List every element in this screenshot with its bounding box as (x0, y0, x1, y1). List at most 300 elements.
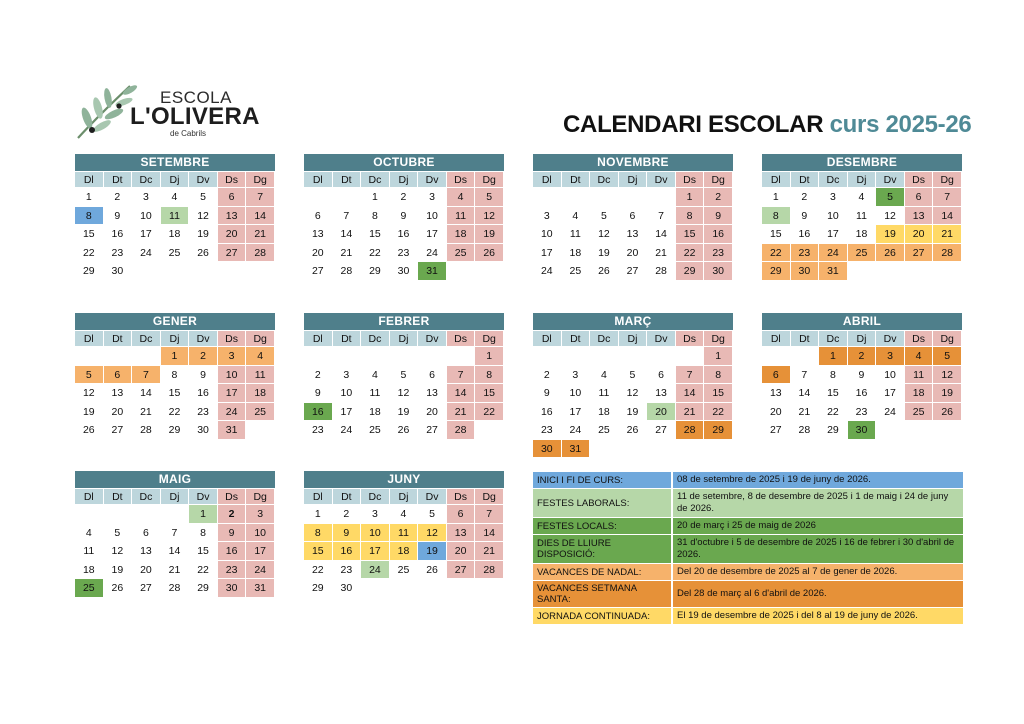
day-cell: 7 (676, 365, 705, 384)
day-cell: 21 (447, 402, 476, 421)
day-cell: 9 (218, 523, 247, 542)
day-cell: 20 (132, 560, 161, 579)
day-cell: 21 (333, 243, 362, 262)
day-cell: 25 (75, 578, 104, 597)
day-cell: 27 (762, 420, 791, 439)
legend-key: JORNADA CONTINUADA: (533, 608, 673, 624)
empty-cell (161, 504, 190, 523)
day-cell: 24 (819, 243, 848, 262)
day-cell: 24 (132, 243, 161, 262)
day-cell: 19 (876, 224, 905, 243)
day-cell: 18 (905, 383, 934, 402)
day-cell: 30 (218, 578, 247, 597)
month-grid (304, 488, 504, 597)
day-cell: 25 (848, 243, 877, 262)
day-cell: 8 (304, 523, 333, 542)
day-cell: 9 (189, 365, 218, 384)
day-cell: 25 (361, 420, 390, 439)
empty-cell (590, 346, 619, 365)
day-cell: 1 (161, 346, 190, 365)
month-header: MAIG (75, 471, 275, 488)
day-cell: 3 (218, 346, 247, 365)
day-cell: 31 (819, 261, 848, 280)
month-header: SETEMBRE (75, 154, 275, 171)
day-cell: 10 (218, 365, 247, 384)
day-cell: 29 (304, 578, 333, 597)
month-juny (304, 471, 504, 597)
day-cell: 23 (304, 420, 333, 439)
day-cell: 16 (704, 224, 733, 243)
day-cell: 23 (791, 243, 820, 262)
day-cell: 8 (819, 365, 848, 384)
day-cell: 13 (762, 383, 791, 402)
weekday-label: Dg (933, 330, 962, 346)
day-cell: 1 (361, 187, 390, 206)
weekday-label: Ds (905, 171, 934, 187)
day-cell: 3 (418, 187, 447, 206)
day-cell: 31 (246, 578, 275, 597)
day-cell: 13 (619, 224, 648, 243)
day-cell: 15 (762, 224, 791, 243)
weekday-label: Dg (933, 171, 962, 187)
legend-key: FESTES LOCALS: (533, 518, 673, 534)
day-cell: 2 (189, 346, 218, 365)
day-cell: 17 (562, 402, 591, 421)
month-header: ABRIL (762, 313, 962, 330)
day-cell: 27 (447, 560, 476, 579)
day-cell: 17 (361, 541, 390, 560)
day-cell: 3 (132, 187, 161, 206)
day-cell: 15 (704, 383, 733, 402)
day-cell: 6 (132, 523, 161, 542)
day-cell: 19 (418, 541, 447, 560)
day-cell: 10 (562, 383, 591, 402)
legend-key: INICI I FI DE CURS: (533, 472, 673, 488)
day-cell: 2 (333, 504, 362, 523)
day-cell: 28 (676, 420, 705, 439)
day-cell: 25 (246, 402, 275, 421)
weekday-label: Ds (447, 488, 476, 504)
day-cell: 9 (848, 365, 877, 384)
month-marc (533, 313, 733, 457)
title-main: CALENDARI ESCOLAR (563, 111, 824, 138)
weekday-label: Dg (475, 330, 504, 346)
day-cell: 21 (647, 243, 676, 262)
empty-cell (619, 187, 648, 206)
day-cell: 8 (676, 206, 705, 225)
weekday-label: Dc (590, 330, 619, 346)
day-cell: 11 (447, 206, 476, 225)
day-cell: 19 (475, 224, 504, 243)
day-cell: 17 (876, 383, 905, 402)
day-cell: 17 (246, 541, 275, 560)
day-cell: 20 (447, 541, 476, 560)
legend-value: 08 de setembre de 2025 i 19 de juny de 2026. (677, 474, 871, 485)
day-cell: 24 (876, 402, 905, 421)
day-cell: 28 (647, 261, 676, 280)
month-maig (75, 471, 275, 597)
empty-cell (647, 346, 676, 365)
day-cell: 21 (475, 541, 504, 560)
day-cell: 26 (475, 243, 504, 262)
day-cell: 4 (75, 523, 104, 542)
day-cell: 29 (704, 420, 733, 439)
day-cell: 17 (132, 224, 161, 243)
weekday-label: Dt (333, 330, 362, 346)
empty-cell (562, 187, 591, 206)
weekday-label: Dc (819, 171, 848, 187)
day-cell: 6 (905, 187, 934, 206)
day-cell: 11 (562, 224, 591, 243)
empty-cell (132, 346, 161, 365)
day-cell: 19 (75, 402, 104, 421)
day-cell: 1 (475, 346, 504, 365)
day-cell: 26 (390, 420, 419, 439)
day-cell: 2 (390, 187, 419, 206)
empty-cell (533, 187, 562, 206)
day-cell: 16 (333, 541, 362, 560)
day-cell: 23 (704, 243, 733, 262)
weekday-label: Dj (390, 330, 419, 346)
day-cell: 10 (333, 383, 362, 402)
day-cell: 3 (876, 346, 905, 365)
day-cell: 4 (905, 346, 934, 365)
day-cell: 2 (104, 187, 133, 206)
day-cell: 16 (848, 383, 877, 402)
weekday-label: Dl (304, 330, 333, 346)
day-cell: 5 (619, 365, 648, 384)
weekday-label: Dj (848, 171, 877, 187)
month-grid (304, 330, 504, 439)
empty-cell (333, 187, 362, 206)
day-cell: 16 (189, 383, 218, 402)
day-cell: 9 (333, 523, 362, 542)
day-cell: 20 (647, 402, 676, 421)
weekday-label: Dt (562, 330, 591, 346)
day-cell: 8 (75, 206, 104, 225)
day-cell: 4 (447, 187, 476, 206)
day-cell: 21 (132, 402, 161, 421)
weekday-label: Dl (533, 171, 562, 187)
school-logo (72, 78, 262, 142)
day-cell: 16 (104, 224, 133, 243)
day-cell: 30 (390, 261, 419, 280)
day-cell: 19 (933, 383, 962, 402)
day-cell: 9 (791, 206, 820, 225)
legend-row (533, 517, 963, 534)
day-cell: 14 (676, 383, 705, 402)
day-cell: 30 (533, 439, 562, 458)
day-cell: 29 (161, 420, 190, 439)
day-cell: 31 (562, 439, 591, 458)
weekday-label: Ds (905, 330, 934, 346)
day-cell: 5 (590, 206, 619, 225)
empty-cell (590, 187, 619, 206)
day-cell: 7 (647, 206, 676, 225)
day-cell: 6 (418, 365, 447, 384)
day-cell: 21 (676, 402, 705, 421)
day-cell: 12 (590, 224, 619, 243)
weekday-label: Dt (333, 488, 362, 504)
day-cell: 2 (533, 365, 562, 384)
day-cell: 4 (848, 187, 877, 206)
day-cell: 12 (418, 523, 447, 542)
month-grid (762, 330, 962, 439)
empty-cell (104, 504, 133, 523)
day-cell: 27 (218, 243, 247, 262)
weekday-label: Dc (132, 171, 161, 187)
day-cell: 13 (304, 224, 333, 243)
weekday-label: Dv (189, 488, 218, 504)
day-cell: 22 (189, 560, 218, 579)
empty-cell (447, 346, 476, 365)
month-desembre (762, 154, 962, 280)
day-cell: 9 (704, 206, 733, 225)
day-cell: 7 (161, 523, 190, 542)
legend-value: Del 28 de març al 6 d'abril de 2026. (677, 588, 827, 599)
legend-row (533, 488, 963, 517)
day-cell: 25 (590, 420, 619, 439)
day-cell: 29 (189, 578, 218, 597)
empty-cell (361, 346, 390, 365)
day-cell: 2 (704, 187, 733, 206)
day-cell: 19 (104, 560, 133, 579)
day-cell: 1 (189, 504, 218, 523)
weekday-label: Dl (762, 171, 791, 187)
day-cell: 12 (933, 365, 962, 384)
day-cell: 3 (361, 504, 390, 523)
day-cell: 6 (619, 206, 648, 225)
day-cell: 23 (848, 402, 877, 421)
weekday-label: Dv (189, 330, 218, 346)
day-cell: 27 (418, 420, 447, 439)
day-cell: 25 (447, 243, 476, 262)
day-cell: 29 (819, 420, 848, 439)
day-cell: 27 (619, 261, 648, 280)
day-cell: 24 (361, 560, 390, 579)
day-cell: 8 (475, 365, 504, 384)
day-cell: 12 (475, 206, 504, 225)
weekday-label: Dj (619, 330, 648, 346)
day-cell: 14 (475, 523, 504, 542)
day-cell: 17 (533, 243, 562, 262)
weekday-label: Dj (848, 330, 877, 346)
day-cell: 16 (218, 541, 247, 560)
month-grid (75, 488, 275, 597)
day-cell: 4 (590, 365, 619, 384)
legend-row (533, 580, 963, 607)
day-cell: 24 (418, 243, 447, 262)
day-cell: 30 (791, 261, 820, 280)
legend-value: El 19 de desembre de 2025 i del 8 al 19 de juny de 2026. (677, 610, 918, 621)
day-cell: 3 (333, 365, 362, 384)
day-cell: 22 (161, 402, 190, 421)
day-cell: 2 (848, 346, 877, 365)
month-header: MARÇ (533, 313, 733, 330)
empty-cell (75, 504, 104, 523)
weekday-label: Dc (132, 330, 161, 346)
day-cell: 14 (447, 383, 476, 402)
day-cell: 21 (791, 402, 820, 421)
weekday-label: Dt (562, 171, 591, 187)
day-cell: 15 (161, 383, 190, 402)
day-cell: 28 (933, 243, 962, 262)
day-cell: 28 (132, 420, 161, 439)
day-cell: 6 (762, 365, 791, 384)
day-cell: 12 (104, 541, 133, 560)
empty-cell (791, 346, 820, 365)
legend (533, 471, 963, 624)
day-cell: 5 (876, 187, 905, 206)
day-cell: 6 (218, 187, 247, 206)
day-cell: 27 (905, 243, 934, 262)
day-cell: 27 (304, 261, 333, 280)
weekday-label: Dj (161, 488, 190, 504)
weekday-label: Dl (75, 488, 104, 504)
weekday-label: Dc (590, 171, 619, 187)
day-cell: 24 (218, 402, 247, 421)
empty-cell (676, 346, 705, 365)
empty-cell (418, 346, 447, 365)
weekday-label: Dt (333, 171, 362, 187)
day-cell: 6 (647, 365, 676, 384)
day-cell: 5 (104, 523, 133, 542)
weekday-label: Dc (819, 330, 848, 346)
empty-cell (104, 346, 133, 365)
day-cell: 6 (304, 206, 333, 225)
day-cell: 5 (933, 346, 962, 365)
day-cell: 18 (590, 402, 619, 421)
day-cell: 14 (161, 541, 190, 560)
weekday-label: Dg (246, 171, 275, 187)
weekday-label: Ds (447, 330, 476, 346)
legend-value: 11 de setembre, 8 de desembre de 2025 i 1 de maig i 24 de juny de 2026. (677, 491, 949, 514)
day-cell: 1 (304, 504, 333, 523)
day-cell: 7 (246, 187, 275, 206)
day-cell: 28 (333, 261, 362, 280)
weekday-label: Dj (161, 330, 190, 346)
day-cell: 15 (189, 541, 218, 560)
logo-escola-text: ESCOLA (160, 88, 232, 107)
page-title (563, 111, 971, 139)
day-cell: 22 (361, 243, 390, 262)
day-cell: 5 (390, 365, 419, 384)
month-header: DESEMBRE (762, 154, 962, 171)
day-cell: 18 (361, 402, 390, 421)
day-cell: 6 (447, 504, 476, 523)
weekday-label: Dt (791, 171, 820, 187)
weekday-label: Dl (304, 488, 333, 504)
day-cell: 4 (562, 206, 591, 225)
day-cell: 11 (590, 383, 619, 402)
day-cell: 15 (361, 224, 390, 243)
day-cell: 14 (933, 206, 962, 225)
day-cell: 27 (104, 420, 133, 439)
day-cell: 25 (390, 560, 419, 579)
day-cell: 7 (791, 365, 820, 384)
day-cell: 15 (819, 383, 848, 402)
month-grid (762, 171, 962, 280)
day-cell: 5 (475, 187, 504, 206)
day-cell: 3 (819, 187, 848, 206)
day-cell: 29 (676, 261, 705, 280)
legend-key: VACANCES DE NADAL: (533, 564, 673, 580)
weekday-label: Dg (246, 488, 275, 504)
day-cell: 4 (161, 187, 190, 206)
day-cell: 18 (75, 560, 104, 579)
day-cell: 31 (418, 261, 447, 280)
day-cell: 31 (218, 420, 247, 439)
month-header: OCTUBRE (304, 154, 504, 171)
weekday-label: Dg (475, 171, 504, 187)
day-cell: 4 (390, 504, 419, 523)
day-cell: 19 (189, 224, 218, 243)
month-header: NOVEMBRE (533, 154, 733, 171)
day-cell: 18 (161, 224, 190, 243)
month-abril (762, 313, 962, 439)
day-cell: 26 (189, 243, 218, 262)
weekday-label: Dj (619, 171, 648, 187)
day-cell: 7 (132, 365, 161, 384)
weekday-label: Ds (218, 488, 247, 504)
day-cell: 26 (590, 261, 619, 280)
day-cell: 25 (905, 402, 934, 421)
day-cell: 10 (361, 523, 390, 542)
empty-cell (533, 346, 562, 365)
day-cell: 22 (819, 402, 848, 421)
month-header: GENER (75, 313, 275, 330)
day-cell: 15 (676, 224, 705, 243)
day-cell: 9 (104, 206, 133, 225)
day-cell: 24 (246, 560, 275, 579)
day-cell: 12 (619, 383, 648, 402)
day-cell: 1 (75, 187, 104, 206)
day-cell: 17 (333, 402, 362, 421)
day-cell: 4 (361, 365, 390, 384)
day-cell: 22 (475, 402, 504, 421)
day-cell: 14 (246, 206, 275, 225)
day-cell: 23 (104, 243, 133, 262)
weekday-label: Dv (418, 330, 447, 346)
day-cell: 2 (304, 365, 333, 384)
day-cell: 12 (189, 206, 218, 225)
day-cell: 27 (647, 420, 676, 439)
month-febrer (304, 313, 504, 439)
day-cell: 14 (333, 224, 362, 243)
day-cell: 5 (418, 504, 447, 523)
day-cell: 8 (361, 206, 390, 225)
day-cell: 18 (390, 541, 419, 560)
weekday-label: Dv (647, 171, 676, 187)
weekday-label: Dc (361, 488, 390, 504)
weekday-label: Dc (361, 171, 390, 187)
day-cell: 10 (246, 523, 275, 542)
weekday-label: Dl (533, 330, 562, 346)
month-header: FEBRER (304, 313, 504, 330)
day-cell: 11 (848, 206, 877, 225)
day-cell: 28 (246, 243, 275, 262)
weekday-label: Dt (104, 171, 133, 187)
day-cell: 3 (533, 206, 562, 225)
weekday-label: Dv (876, 171, 905, 187)
weekday-label: Dt (104, 330, 133, 346)
day-cell: 8 (762, 206, 791, 225)
weekday-label: Dc (132, 488, 161, 504)
day-cell: 20 (304, 243, 333, 262)
day-cell: 23 (390, 243, 419, 262)
legend-value: 20 de març i 25 de maig de 2026 (677, 520, 816, 531)
month-header: JUNY (304, 471, 504, 488)
